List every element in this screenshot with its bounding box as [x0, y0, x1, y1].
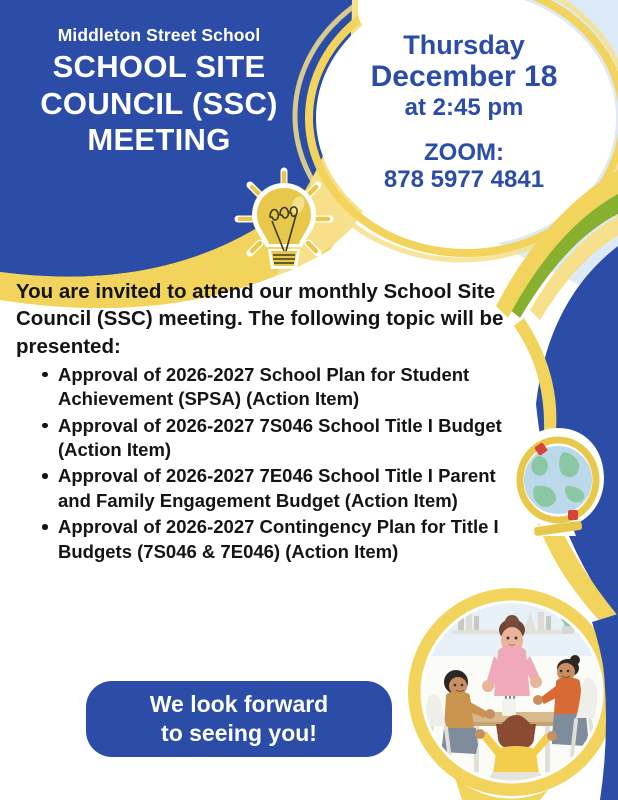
page-title-line-1: SCHOOL SITE	[52, 49, 266, 85]
agenda-list	[16, 363, 516, 564]
closing-message-line-2: to seeing you!	[161, 720, 317, 746]
body-copy-block	[16, 278, 516, 566]
teacher-students-meeting-illustration	[412, 586, 608, 800]
globe-icon	[506, 424, 610, 542]
zoom-label: ZOOM:	[424, 138, 504, 166]
event-time: at 2:45 pm	[404, 93, 524, 121]
event-details-block	[352, 30, 576, 194]
page-title-line-3: MEETING	[87, 121, 231, 157]
header-text-block	[14, 26, 304, 158]
lightbulb-icon	[228, 165, 340, 277]
list-item: Approval of 2026-2027 7E046 School Title I Parent and Family Engagement Budget (Action Item)	[42, 464, 516, 513]
closing-message-banner	[86, 681, 392, 757]
list-item: Approval of 2026-2027 Contingency Plan for Title I Budgets (7S046 & 7E046) (Action Item)	[42, 515, 516, 564]
page-title-line-2: COUNCIL (SSC)	[40, 85, 278, 121]
school-name: Middleton Street School	[57, 25, 261, 45]
event-date: December 18	[370, 60, 558, 94]
page-title	[14, 49, 304, 158]
list-item: Approval of 2026-2027 7S046 School Title I Budget (Action Item)	[42, 414, 516, 463]
invitation-paragraph: You are invited to attend our monthly School Site Council (SSC) meeting. The following topic will be presented:	[16, 280, 504, 358]
list-item: Approval of 2026-2027 School Plan for Student Achievement (SPSA) (Action Item)	[42, 363, 516, 412]
event-day: Thursday	[403, 30, 525, 60]
zoom-meeting-id: 878 5977 4841	[383, 166, 545, 194]
closing-message-line-1: We look forward	[149, 691, 329, 718]
